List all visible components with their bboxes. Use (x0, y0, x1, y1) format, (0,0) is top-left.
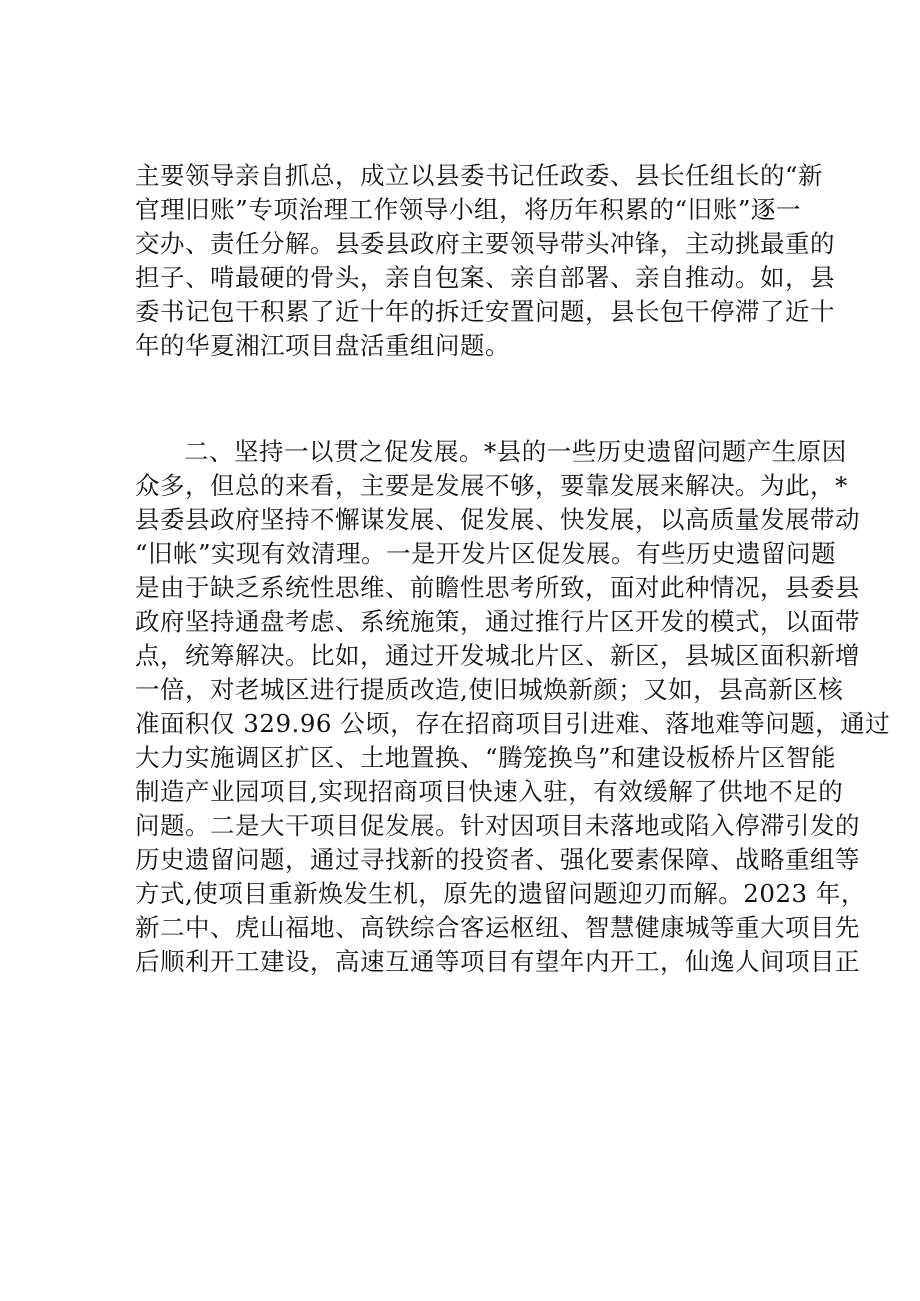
text-line: 准面积仅 329.96 公顷，存在招商项目引进难、落地难等问题，通过 (135, 709, 891, 738)
text-line: 委书记包干积累了近十年的拆迁安置问题，县长包干停滞了近十 (135, 297, 835, 326)
text-line: 官理旧账”专项治理工作领导小组，将历年积累的“旧账”逐一 (135, 195, 801, 224)
paragraph-1 (135, 159, 835, 363)
text-line: 大力实施调区扩区、土地置换、“腾笼换鸟”和建设板桥片区智能 (135, 743, 837, 772)
text-line: 交办、责任分解。县委县政府主要领导带头冲锋，主动挑最重的 (135, 229, 835, 258)
text-line: 点，统筹解决。比如，通过开发城北片区、新区，县城区面积新增 (135, 641, 860, 670)
text-line: 担子、啃最硬的骨头，亲自包案、亲自部署、亲自推动。如，县 (135, 263, 835, 292)
text-line: 后顺利开工建设，高速互通等项目有望年内开工，仙逸人间项目正 (135, 947, 860, 976)
text-line: 一倍，对老城区进行提质改造,使旧城焕新颜；又如，县高新区核 (135, 675, 844, 704)
paragraph-2 (135, 435, 891, 979)
text-line: 方式,使项目重新焕发生机，原先的遗留问题迎刃而解。2023 年， (135, 879, 866, 908)
text-line: 是由于缺乏系统性思维、前瞻性思考所致，面对此种情况，县委县 (135, 573, 860, 602)
text-line: 制造产业园项目,实现招商项目快速入驻，有效缓解了供地不足的 (135, 777, 844, 806)
text-line: 年的华夏湘江项目盘活重组问题。 (135, 331, 510, 360)
section-heading-line: 二、坚持一以贯之促发展。*县的一些历史遗留问题产生原因 (184, 437, 847, 466)
text-line: 政府坚持通盘考虑、系统施策，通过推行片区开发的模式，以面带 (135, 607, 860, 636)
text-line: 问题。二是大干项目促发展。针对因项目未落地或陷入停滞引发的 (135, 811, 860, 840)
text-line: 县委县政府坚持不懈谋发展、促发展、快发展，以高质量发展带动 (135, 505, 860, 534)
text-line: 历史遗留问题，通过寻找新的投资者、强化要素保障、战略重组等 (135, 845, 860, 874)
text-line: “旧帐”实现有效清理。一是开发片区促发展。有些历史遗留问题 (135, 539, 837, 568)
text-line: 主要领导亲自抓总，成立以县委书记任政委、县长任组长的“新 (135, 161, 824, 190)
text-line: 新二中、虎山福地、高铁综合客运枢纽、智慧健康城等重大项目先 (135, 913, 860, 942)
text-line: 众多，但总的来看，主要是发展不够，要靠发展来解决。为此，* (135, 471, 848, 500)
